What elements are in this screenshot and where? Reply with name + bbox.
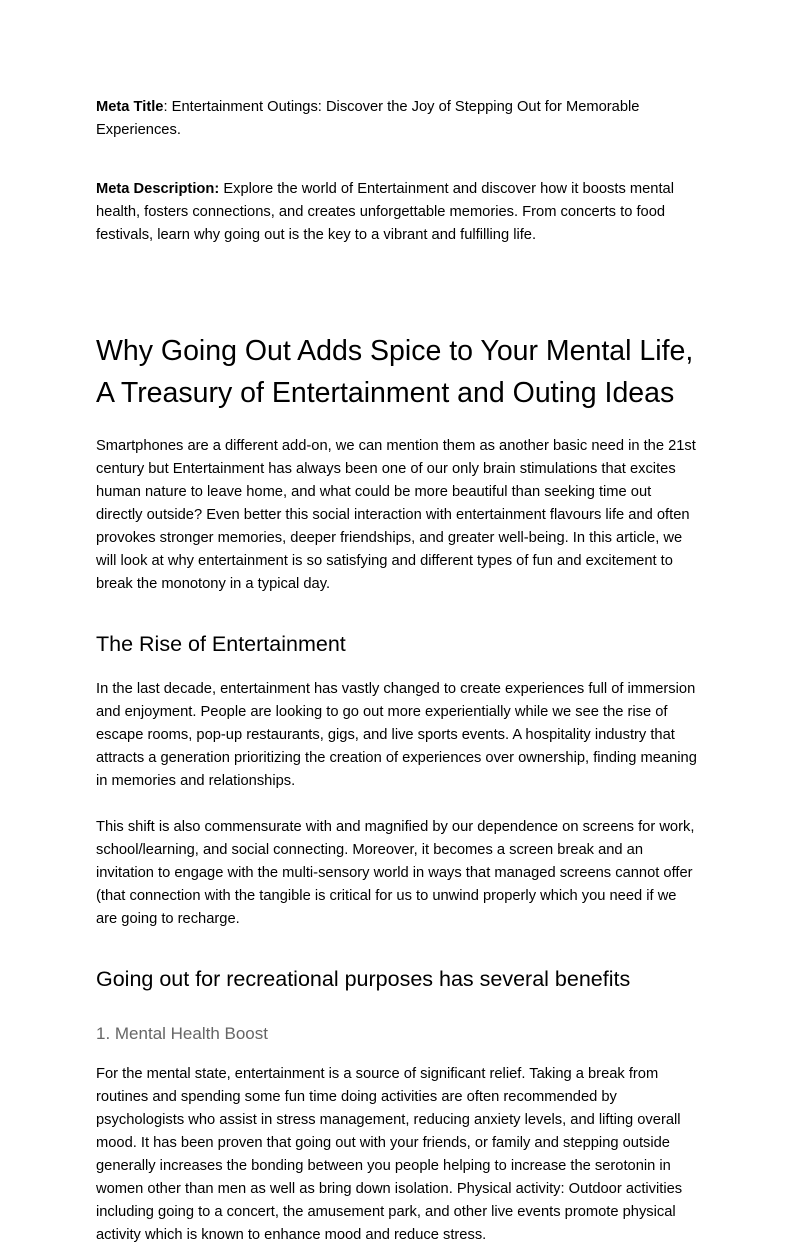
meta-description-paragraph [96,178,699,247]
meta-description-text: Explore the world of Entertainment and discover how it boosts mental health, fosters connections, and creates unforgettable memories. From concerts to food festivals, learn why going out is the key to a vibrant and fulfilling life. [96,181,674,243]
meta-title-paragraph [96,96,699,142]
mental-health-paragraph: For the mental state, entertainment is a source of significant relief. Taking a break from routines and spending some fun time doing activities are often recommended by psychologists who assist in stress management, reducing anxiety levels, and lifting overall mood. It has been proven that going out with your friends, or family and stepping outside generally increases the bonding between you people helping to increase the serotonin in women other than men as well as bring down isolation. Physical activity: Outdoor activities including going to a concert, the amusement park, and other live events promote physical activity which is known to enhance mood and reduce stress. [96,1066,683,1243]
subheading-mental-health-boost: 1. Mental Health Boost [96,1024,268,1043]
document-title: Why Going Out Adds Spice to Your Mental Life, A Treasury of Entertainment and Outing Ideas [96,335,694,409]
heading-benefits: Going out for recreational purposes has several benefits [96,967,631,991]
meta-description-label: Meta Description: [96,181,220,197]
meta-title-label: Meta Title [96,99,164,115]
rise-paragraph-1: In the last decade, entertainment has vastly changed to create experiences full of immersion and enjoyment. People are looking to go out more experientially while we see the rise of escape rooms, pop-up restaurants, gigs, and live sports events. A hospitality industry that attracts a generation prioritizing the creation of experiences over ownership, finding meaning in memories and relationships. [96,681,697,789]
heading-rise-of-entertainment: The Rise of Entertainment [96,632,346,656]
rise-paragraph-2: This shift is also commensurate with and magnified by our dependence on screens for work, school/learning, and social connecting. Moreover, it becomes a screen break and an invitation to engage with the multi-sensory world in ways that managed screens cannot offer (that connection with the tangible is critical for us to unwind properly which you need if we are going to recharge. [96,819,695,927]
meta-title-text: : Entertainment Outings: Discover the Joy of Stepping Out for Memorable Experiences. [96,99,640,138]
intro-paragraph: Smartphones are a different add-on, we can mention them as another basic need in the 21st century but Entertainment has always been one of our only brain stimulations that excites human nature to leave home, and what could be more beautiful than seeking time out directly outside? Even better this social interaction with entertainment flavours life and often provokes stronger memories, deeper friendships, and greater well-being. In this article, we will look at why entertainment is so satisfying and different types of fun and excitement to break the monotony in a typical day. [96,438,696,592]
